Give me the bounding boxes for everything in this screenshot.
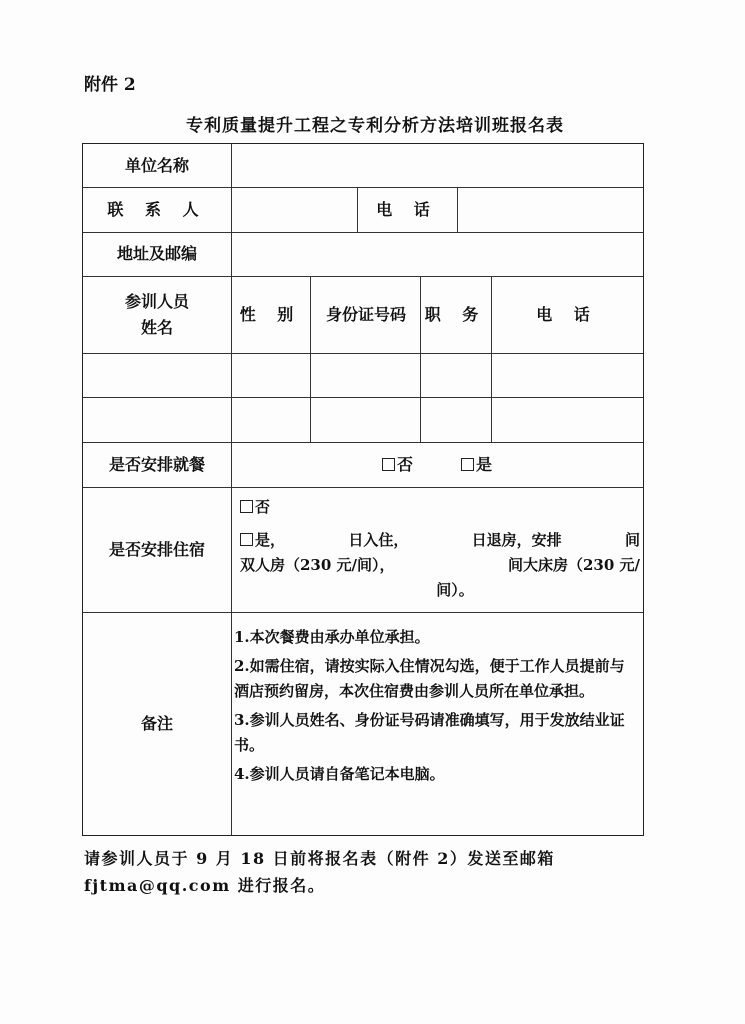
unit-name-field[interactable] (233, 144, 643, 187)
meal-yes-text: 是 (476, 454, 493, 474)
lodging-options (240, 495, 640, 603)
check-out-text: 日退房，安排 (471, 531, 562, 549)
king-room-text: 间大床房（230 元/ (507, 556, 640, 574)
room-count-text: 间 (624, 531, 640, 549)
note-item-1: 1.本次餐费由承办单位承担。 (234, 628, 430, 646)
lodging-room-end: 间）。 (436, 581, 474, 599)
id-number-header: 身份证号码 (325, 304, 406, 324)
checkbox-icon (461, 458, 474, 471)
contact-label: 联 系 人 (107, 199, 207, 219)
notes-label: 备注 (140, 713, 173, 733)
double-room-text: 双人房（230 元/间）， (240, 556, 395, 574)
meal-label: 是否安排就餐 (108, 454, 205, 474)
meal-no-text: 否 (396, 454, 413, 474)
address-field[interactable] (233, 232, 643, 276)
note-item-4: 4.参训人员请自备笔记本电脑。 (234, 765, 445, 783)
lodging-yes-text: 是， (255, 531, 286, 549)
notes-list (234, 625, 634, 791)
gender-header: 性 别 (239, 304, 302, 324)
form-title: 专利质量提升工程之专利分析方法培训班报名表 (186, 116, 564, 136)
checkbox-icon (240, 533, 253, 546)
position-header: 职 务 (424, 304, 487, 324)
phone-field[interactable] (459, 187, 643, 232)
submission-instructions (84, 845, 644, 899)
meal-no-option[interactable] (382, 452, 413, 478)
phone-label: 电 话 (376, 199, 438, 219)
instructions-line-1: 请参训人员于 9 月 18 日前将报名表（附件 2）发送至邮箱 (84, 849, 555, 868)
contact-field[interactable] (233, 187, 357, 232)
participant-name-header-line2: 姓名 (140, 317, 173, 337)
checkbox-icon (382, 458, 395, 471)
lodging-room-line (240, 553, 640, 578)
lodging-label: 是否安排住宿 (108, 539, 205, 559)
check-in-text: 日入住， (348, 531, 409, 549)
meal-options (231, 442, 643, 487)
attachment-label: 附件 2 (84, 75, 136, 95)
participant-row-2[interactable] (83, 397, 643, 442)
participant-name-header-line1: 参训人员 (124, 291, 189, 311)
participant-name-header (83, 276, 231, 353)
checkbox-icon (240, 500, 253, 513)
lodging-yes-option[interactable] (240, 528, 640, 553)
note-item-2: 2.如需住宿，请按实际入住情况勾选，便于工作人员提前与酒店预约留房，本次住宿费由参训人员所在单位承担。 (234, 657, 625, 700)
participant-row-1[interactable] (83, 353, 643, 397)
instructions-line-2: fjtma@qq.com 进行报名。 (84, 876, 326, 895)
participant-phone-header: 电 话 (536, 304, 598, 324)
address-label: 地址及邮编 (116, 244, 197, 264)
meal-yes-option[interactable] (461, 452, 492, 478)
lodging-no-text: 否 (255, 498, 271, 516)
lodging-no-option[interactable] (240, 495, 640, 520)
unit-name-label: 单位名称 (124, 155, 189, 175)
note-item-3: 3.参训人员姓名、身份证号码请准确填写，用于发放结业证书。 (234, 711, 625, 754)
